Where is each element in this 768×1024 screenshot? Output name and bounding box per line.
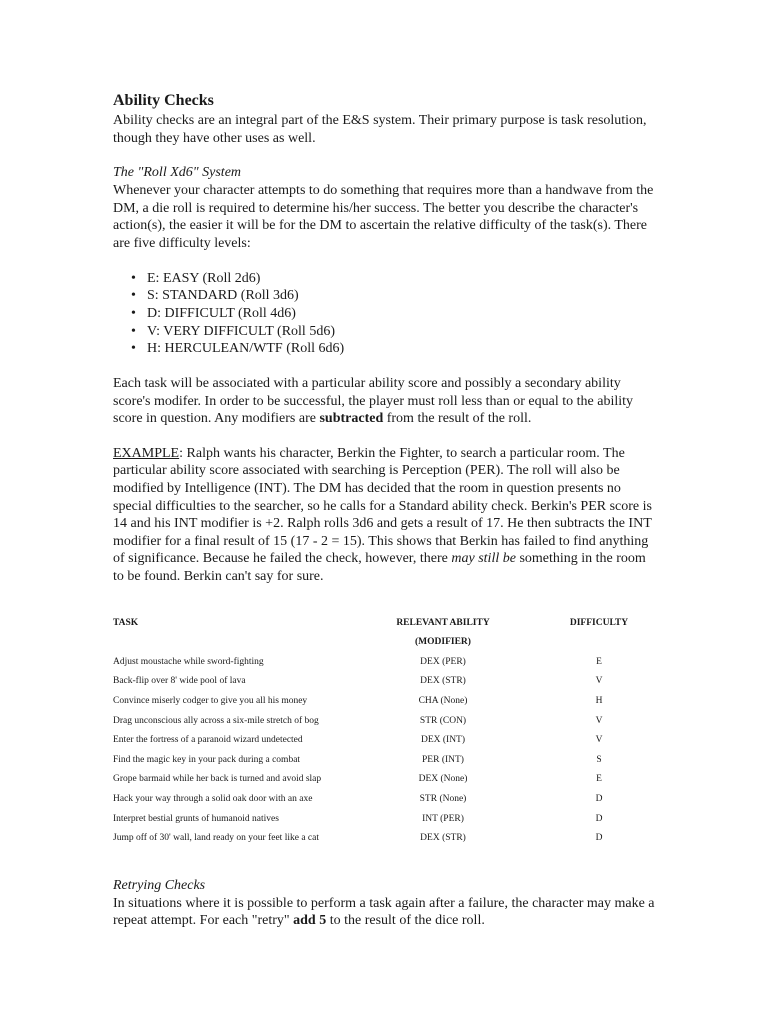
table-row: [113, 653, 658, 673]
add-five-emphasis: add 5: [293, 913, 327, 929]
retrying-paragraph: In situations where it is possible to perform a task again after a failure, the character may make a repeat attempt. For each "retry" add 5 to the result of the dice roll.: [113, 895, 655, 929]
task-cell: Find the magic key in your pack during a combat: [113, 754, 301, 765]
task-cell: Jump off of 30' wall, land ready on your feet like a cat: [113, 833, 319, 844]
roll-system-paragraph: Whenever your character attempts to do something that requires more than a handwave from the DM, a die roll is required to determine his/her success. The better you describe the character's action(s), the easier it will be for the DM to ascertain the relative difficulty of the task(s). There are five difficulty levels:: [113, 183, 654, 251]
difficulty-cell: V: [595, 676, 603, 687]
table-row: [113, 810, 658, 830]
header-ability: RELEVANT ABILITY (MODIFIER): [396, 617, 490, 648]
retrying-heading: Retrying Checks: [113, 877, 206, 893]
list-item: • V: VERY DIFFICULT (Roll 5d6): [131, 323, 658, 341]
difficulty-cell: V: [595, 715, 603, 726]
modifiers-paragraph: Each task will be associated with a particular ability score and possibly a secondary ability score's modifer. In order to be successful, the player must roll less than or equal to the ability score in question. Any modifiers are subtracted from the result of the roll.: [113, 376, 633, 427]
table-row: [113, 770, 658, 790]
page-title: Ability Checks: [113, 92, 214, 109]
difficulty-cell: V: [595, 735, 603, 746]
example-label: EXAMPLE: [113, 445, 180, 461]
table-row: [113, 751, 658, 771]
difficulty-cell: D: [595, 833, 603, 844]
roll-system-heading: The "Roll Xd6" System: [113, 165, 242, 181]
ability-cell: DEX (INT): [420, 735, 466, 746]
ability-cell: INT (PER): [422, 813, 464, 824]
list-item: • D: DIFFICULT (Roll 4d6): [131, 305, 658, 323]
table-header-row: [113, 614, 658, 653]
task-cell: Drag unconscious ally across a six-mile stretch of bog: [113, 715, 319, 726]
ability-cell: DEX (None): [418, 774, 468, 785]
task-cell: Hack your way through a solid oak door with an axe: [113, 793, 313, 804]
ability-cell: DEX (STR): [420, 676, 466, 687]
ability-cell: DEX (PER): [420, 656, 466, 667]
document-page: [113, 90, 658, 930]
task-cell: Grope barmaid while her back is turned and avoid slap: [113, 774, 322, 785]
difficulty-cell: E: [596, 656, 602, 667]
table-row: [113, 790, 658, 810]
difficulty-cell: E: [596, 774, 602, 785]
table-row: [113, 692, 658, 712]
list-item: • E: EASY (Roll 2d6): [131, 270, 658, 288]
ability-cell: STR (None): [419, 793, 467, 804]
difficulty-cell: H: [595, 695, 603, 706]
table-row: [113, 731, 658, 751]
ability-cell: CHA (None): [418, 695, 468, 706]
ability-cell: PER (INT): [422, 754, 464, 765]
list-item: • H: HERCULEAN/WTF (Roll 6d6): [131, 340, 658, 358]
task-table: [113, 614, 658, 849]
ability-cell: DEX (STR): [420, 833, 466, 844]
difficulty-cell: D: [595, 793, 603, 804]
example-paragraph: EXAMPLE: Ralph wants his character, Berkin the Fighter, to search a particular room. The particular ability score associated with searching is Perception (PER). The roll will also be modified by Intelligence (INT). The DM has decided that the room in question presents no special difficulties to the searcher, so he calls for a Standard ability check. Berkin's PER score is 14 and his INT modifier is +2. Ralph rolls 3d6 and gets a result of 17. He then subtracts the INT modifier for a final result of 15 (17 - 2 = 15). This shows that Berkin has failed to find anything of significance. Because he failed the check, however, there may still be something in the room to be found. Berkin can't say for sure.: [113, 445, 652, 585]
example-italic: may still be: [451, 551, 516, 567]
retrying-section: [113, 877, 658, 930]
ability-cell: STR (CON): [419, 715, 467, 726]
intro-paragraph: Ability checks are an integral part of the E&S system. Their primary purpose is task resolution, though they have other uses as well.: [113, 113, 647, 146]
table-row: [113, 672, 658, 692]
task-cell: Adjust moustache while sword-fighting: [113, 656, 264, 667]
task-cell: Enter the fortress of a paranoid wizard undetected: [113, 735, 303, 746]
task-cell: Convince miserly codger to give you all his money: [113, 695, 308, 706]
task-cell: Back-flip over 8' wide pool of lava: [113, 676, 246, 687]
header-task: TASK: [113, 617, 139, 628]
header-difficulty: DIFFICULTY: [569, 617, 629, 628]
subtracted-emphasis: subtracted: [319, 411, 384, 427]
difficulty-cell: S: [596, 754, 602, 765]
difficulty-levels-list: [113, 270, 658, 359]
table-row: [113, 829, 658, 849]
table-row: [113, 712, 658, 732]
difficulty-cell: D: [595, 813, 603, 824]
task-cell: Interpret bestial grunts of humanoid natives: [113, 813, 279, 824]
list-item: • S: STANDARD (Roll 3d6): [131, 287, 658, 305]
